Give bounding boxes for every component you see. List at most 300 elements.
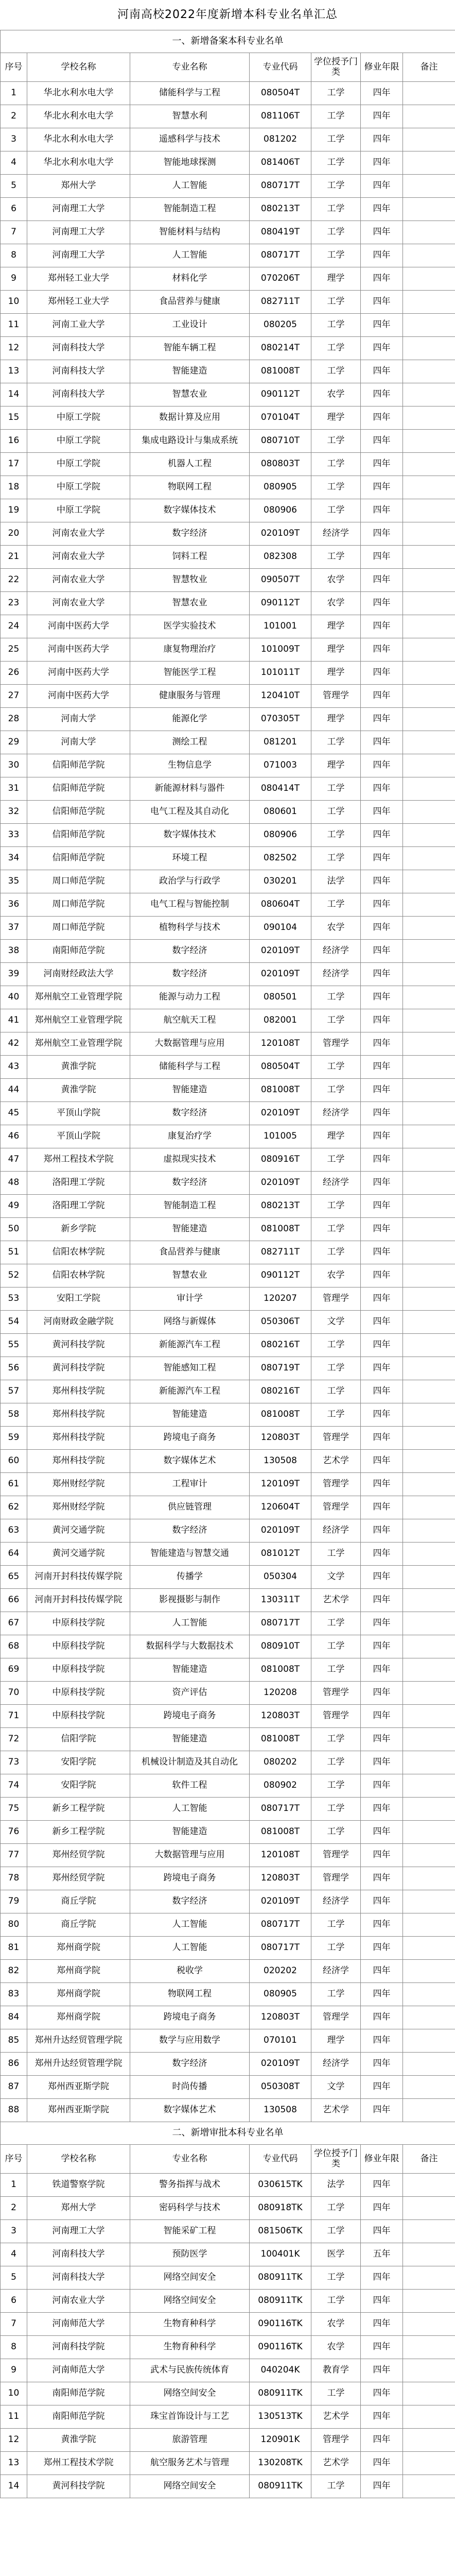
cell-school: 周口师范学院 — [27, 893, 130, 917]
cell-school: 华北水利水电大学 — [27, 105, 130, 128]
cell-major: 生物育种科学 — [130, 2336, 250, 2359]
cell-major: 新能源汽车工程 — [130, 1334, 250, 1357]
cell-major: 数字经济 — [130, 1519, 250, 1543]
cell-degree: 工学 — [311, 1543, 361, 1566]
cell-note — [403, 870, 455, 893]
cell-major: 能源化学 — [130, 708, 250, 731]
cell-school: 信阳学院 — [27, 1728, 130, 1751]
cell-school: 新乡工程学院 — [27, 1821, 130, 1844]
cell-degree: 管理学 — [311, 1473, 361, 1496]
cell-seq: 73 — [1, 1751, 27, 1774]
cell-major: 资产评估 — [130, 1682, 250, 1705]
cell-major: 智能建造 — [130, 1079, 250, 1102]
cell-major: 智能建造 — [130, 1218, 250, 1241]
table-row — [1, 1983, 455, 2006]
cell-years: 四年 — [361, 1705, 403, 1728]
cell-major: 储能科学与工程 — [130, 82, 250, 105]
cell-major: 政治学与行政学 — [130, 870, 250, 893]
cell-note — [403, 777, 455, 801]
cell-seq: 68 — [1, 1635, 27, 1658]
cell-seq: 26 — [1, 662, 27, 685]
cell-years: 四年 — [361, 546, 403, 569]
cell-code: 020109T — [250, 1172, 311, 1195]
cell-degree: 工学 — [311, 2220, 361, 2243]
cell-note — [403, 2266, 455, 2290]
cell-seq: 33 — [1, 824, 27, 847]
cell-school: 华北水利水电大学 — [27, 128, 130, 151]
cell-note — [403, 662, 455, 685]
cell-note — [403, 1009, 455, 1032]
cell-degree: 工学 — [311, 151, 361, 175]
section-title: 二、新增审批本科专业名单 — [1, 2122, 455, 2145]
cell-note — [403, 1635, 455, 1658]
cell-seq: 54 — [1, 1311, 27, 1334]
cell-note — [403, 2382, 455, 2405]
cell-seq: 28 — [1, 708, 27, 731]
cell-major: 智慧牧业 — [130, 569, 250, 592]
table-row — [1, 777, 455, 801]
cell-note — [403, 314, 455, 337]
cell-degree: 管理学 — [311, 1682, 361, 1705]
cell-code: 080717T — [250, 1937, 311, 1960]
cell-years: 四年 — [361, 1473, 403, 1496]
cell-major: 智慧农业 — [130, 592, 250, 615]
cell-note — [403, 383, 455, 406]
cell-major: 智能材料与结构 — [130, 221, 250, 244]
table-row — [1, 1937, 455, 1960]
header-cell-note: 备注 — [403, 2145, 455, 2174]
cell-note — [403, 1287, 455, 1311]
table-row — [1, 1264, 455, 1287]
cell-years: 四年 — [361, 1195, 403, 1218]
cell-code: 081506TK — [250, 2220, 311, 2243]
cell-code: 080601 — [250, 801, 311, 824]
cell-code: 020109T — [250, 1890, 311, 1913]
cell-code: 080906 — [250, 499, 311, 522]
cell-seq: 43 — [1, 1056, 27, 1079]
cell-school: 河南农业大学 — [27, 2290, 130, 2313]
cell-school: 郑州航空工业管理学院 — [27, 1032, 130, 1056]
cell-seq: 59 — [1, 1427, 27, 1450]
cell-note — [403, 1751, 455, 1774]
cell-seq: 42 — [1, 1032, 27, 1056]
cell-years: 四年 — [361, 824, 403, 847]
cell-code: 081008T — [250, 1218, 311, 1241]
cell-note — [403, 2405, 455, 2429]
cell-degree: 工学 — [311, 2290, 361, 2313]
table-row — [1, 2313, 455, 2336]
cell-note — [403, 1983, 455, 2006]
cell-major: 税收学 — [130, 1960, 250, 1983]
cell-degree: 经济学 — [311, 1960, 361, 1983]
cell-seq: 87 — [1, 2076, 27, 2099]
cell-major: 智能制造工程 — [130, 198, 250, 221]
cell-note — [403, 2429, 455, 2452]
cell-note — [403, 638, 455, 662]
cell-note — [403, 406, 455, 430]
table-row — [1, 360, 455, 383]
table-row — [1, 1960, 455, 1983]
cell-degree: 管理学 — [311, 1427, 361, 1450]
cell-school: 安阳学院 — [27, 1774, 130, 1798]
cell-degree: 艺术学 — [311, 2405, 361, 2429]
cell-degree: 教育学 — [311, 2359, 361, 2382]
cell-school: 河南工业大学 — [27, 314, 130, 337]
cell-seq: 37 — [1, 917, 27, 940]
cell-years: 四年 — [361, 1380, 403, 1403]
table-row — [1, 754, 455, 777]
cell-major: 网络空间安全 — [130, 2290, 250, 2313]
cell-major: 跨境电子商务 — [130, 2006, 250, 2029]
cell-seq: 9 — [1, 2359, 27, 2382]
cell-code: 120803T — [250, 1705, 311, 1728]
cell-code: 130208TK — [250, 2452, 311, 2475]
cell-note — [403, 546, 455, 569]
cell-major: 智慧水利 — [130, 105, 250, 128]
cell-note — [403, 1334, 455, 1357]
cell-code: 130508 — [250, 1450, 311, 1473]
cell-major: 数字经济 — [130, 522, 250, 546]
cell-code: 082711T — [250, 291, 311, 314]
cell-note — [403, 198, 455, 221]
cell-note — [403, 569, 455, 592]
cell-seq: 14 — [1, 383, 27, 406]
cell-school: 河南大学 — [27, 731, 130, 754]
cell-school: 郑州科技学院 — [27, 1380, 130, 1403]
cell-note — [403, 2220, 455, 2243]
table-row — [1, 2336, 455, 2359]
cell-code: 120108T — [250, 1844, 311, 1867]
cell-school: 河南科技大学 — [27, 383, 130, 406]
cell-degree: 理学 — [311, 406, 361, 430]
cell-code: 081008T — [250, 1403, 311, 1427]
cell-degree: 工学 — [311, 1798, 361, 1821]
cell-note — [403, 592, 455, 615]
cell-note — [403, 1357, 455, 1380]
cell-degree: 医学 — [311, 2243, 361, 2266]
cell-major: 智能采矿工程 — [130, 2220, 250, 2243]
cell-note — [403, 1728, 455, 1751]
cell-seq: 7 — [1, 221, 27, 244]
table-row — [1, 1658, 455, 1682]
cell-school: 河南中医药大学 — [27, 638, 130, 662]
cell-degree: 工学 — [311, 2475, 361, 2498]
cell-major: 智慧农业 — [130, 383, 250, 406]
cell-degree: 工学 — [311, 360, 361, 383]
cell-years: 四年 — [361, 893, 403, 917]
table-row — [1, 430, 455, 453]
cell-major: 人工智能 — [130, 175, 250, 198]
cell-degree: 农学 — [311, 592, 361, 615]
cell-code: 090112T — [250, 1264, 311, 1287]
cell-years: 四年 — [361, 638, 403, 662]
table-row — [1, 847, 455, 870]
cell-note — [403, 175, 455, 198]
cell-degree: 理学 — [311, 267, 361, 291]
table-row — [1, 2053, 455, 2076]
cell-years: 四年 — [361, 1867, 403, 1890]
cell-note — [403, 2290, 455, 2313]
cell-seq: 21 — [1, 546, 27, 569]
cell-degree: 管理学 — [311, 1867, 361, 1890]
table-row — [1, 453, 455, 476]
cell-note — [403, 453, 455, 476]
cell-years: 四年 — [361, 1589, 403, 1612]
cell-major: 健康服务与管理 — [130, 685, 250, 708]
table-row — [1, 383, 455, 406]
cell-code: 081008T — [250, 1821, 311, 1844]
cell-school: 黄河交通学院 — [27, 1543, 130, 1566]
cell-school: 河南农业大学 — [27, 569, 130, 592]
table-row — [1, 1566, 455, 1589]
cell-note — [403, 1798, 455, 1821]
cell-school: 河南开封科技传媒学院 — [27, 1566, 130, 1589]
cell-years: 四年 — [361, 754, 403, 777]
cell-school: 中原科技学院 — [27, 1682, 130, 1705]
table-row — [1, 940, 455, 963]
cell-seq: 51 — [1, 1241, 27, 1264]
cell-degree: 工学 — [311, 824, 361, 847]
cell-years: 四年 — [361, 1172, 403, 1195]
table-row — [1, 1148, 455, 1172]
cell-note — [403, 1056, 455, 1079]
cell-school: 河南农业大学 — [27, 592, 130, 615]
cell-note — [403, 2076, 455, 2099]
cell-seq: 12 — [1, 337, 27, 360]
cell-note — [403, 2313, 455, 2336]
cell-code: 120803T — [250, 1427, 311, 1450]
cell-note — [403, 2006, 455, 2029]
cell-years: 四年 — [361, 2429, 403, 2452]
cell-seq: 85 — [1, 2029, 27, 2053]
table-row — [1, 801, 455, 824]
cell-degree: 工学 — [311, 2266, 361, 2290]
cell-years: 四年 — [361, 2266, 403, 2290]
table-row — [1, 870, 455, 893]
table-row — [1, 2405, 455, 2429]
cell-code: 080911TK — [250, 2382, 311, 2405]
cell-school: 郑州科技学院 — [27, 1450, 130, 1473]
header-cell-degree: 学位授予门类 — [311, 53, 361, 82]
cell-major: 智能建造与智慧交通 — [130, 1543, 250, 1566]
cell-school: 中原科技学院 — [27, 1612, 130, 1635]
cell-years: 四年 — [361, 963, 403, 986]
cell-years: 四年 — [361, 2382, 403, 2405]
cell-years: 四年 — [361, 2197, 403, 2220]
cell-major: 智能建造 — [130, 1728, 250, 1751]
cell-school: 郑州航空工业管理学院 — [27, 986, 130, 1009]
cell-note — [403, 2359, 455, 2382]
cell-years: 四年 — [361, 801, 403, 824]
cell-major: 工业设计 — [130, 314, 250, 337]
cell-degree: 管理学 — [311, 1287, 361, 1311]
cell-major: 数字经济 — [130, 1102, 250, 1125]
cell-code: 082308 — [250, 546, 311, 569]
cell-years: 四年 — [361, 2313, 403, 2336]
cell-degree: 管理学 — [311, 2429, 361, 2452]
cell-years: 四年 — [361, 499, 403, 522]
cell-major: 能源与动力工程 — [130, 986, 250, 1009]
cell-code: 080501 — [250, 986, 311, 1009]
cell-note — [403, 267, 455, 291]
cell-major: 数学与应用数学 — [130, 2029, 250, 2053]
cell-major: 网络空间安全 — [130, 2475, 250, 2498]
cell-years: 四年 — [361, 82, 403, 105]
cell-code: 081012T — [250, 1543, 311, 1566]
table-row — [1, 1056, 455, 1079]
cell-school: 河南师范大学 — [27, 2359, 130, 2382]
cell-code: 120604T — [250, 1496, 311, 1519]
cell-note — [403, 1913, 455, 1937]
cell-code: 080604T — [250, 893, 311, 917]
cell-code: 020109T — [250, 1102, 311, 1125]
cell-code: 080717T — [250, 1612, 311, 1635]
cell-school: 中原科技学院 — [27, 1658, 130, 1682]
cell-seq: 50 — [1, 1218, 27, 1241]
cell-years: 四年 — [361, 1287, 403, 1311]
cell-note — [403, 1543, 455, 1566]
cell-degree: 农学 — [311, 1264, 361, 1287]
cell-major: 智慧农业 — [130, 1264, 250, 1287]
cell-code: 081008T — [250, 1728, 311, 1751]
cell-years: 四年 — [361, 731, 403, 754]
cell-seq: 3 — [1, 128, 27, 151]
cell-note — [403, 522, 455, 546]
section-title-row — [1, 30, 455, 53]
table-row — [1, 2243, 455, 2266]
cell-degree: 工学 — [311, 499, 361, 522]
cell-seq: 77 — [1, 1844, 27, 1867]
cell-code: 080202 — [250, 1751, 311, 1774]
table-row — [1, 569, 455, 592]
table-row — [1, 2475, 455, 2498]
cell-note — [403, 1612, 455, 1635]
cell-years: 四年 — [361, 105, 403, 128]
cell-note — [403, 1519, 455, 1543]
table-row — [1, 1705, 455, 1728]
cell-major: 医学实验技术 — [130, 615, 250, 638]
cell-note — [403, 940, 455, 963]
cell-seq: 3 — [1, 2220, 27, 2243]
table-row — [1, 1913, 455, 1937]
cell-years: 四年 — [361, 1218, 403, 1241]
cell-degree: 工学 — [311, 198, 361, 221]
cell-code: 030201 — [250, 870, 311, 893]
cell-years: 四年 — [361, 1913, 403, 1937]
cell-school: 河南开封科技传媒学院 — [27, 1589, 130, 1612]
cell-major: 软件工程 — [130, 1774, 250, 1798]
cell-seq: 9 — [1, 267, 27, 291]
header-row — [1, 2145, 455, 2174]
cell-code: 090112T — [250, 592, 311, 615]
cell-school: 河南师范大学 — [27, 2313, 130, 2336]
cell-code: 080213T — [250, 1195, 311, 1218]
cell-note — [403, 1172, 455, 1195]
cell-school: 河南理工大学 — [27, 221, 130, 244]
cell-degree: 理学 — [311, 662, 361, 685]
cell-degree: 法学 — [311, 870, 361, 893]
cell-school: 南阳师范学院 — [27, 2382, 130, 2405]
table-row — [1, 963, 455, 986]
cell-degree: 工学 — [311, 1357, 361, 1380]
cell-major: 新能源材料与器件 — [130, 777, 250, 801]
cell-note — [403, 1589, 455, 1612]
cell-seq: 53 — [1, 1287, 27, 1311]
table-row — [1, 708, 455, 731]
cell-school: 商丘学院 — [27, 1913, 130, 1937]
cell-note — [403, 893, 455, 917]
cell-years: 四年 — [361, 1241, 403, 1264]
cell-seq: 60 — [1, 1450, 27, 1473]
cell-degree: 理学 — [311, 754, 361, 777]
cell-note — [403, 2475, 455, 2498]
cell-code: 070305T — [250, 708, 311, 731]
cell-years: 四年 — [361, 917, 403, 940]
cell-note — [403, 1450, 455, 1473]
cell-school: 中原工学院 — [27, 430, 130, 453]
cell-degree: 工学 — [311, 1218, 361, 1241]
cell-degree: 工学 — [311, 1937, 361, 1960]
cell-school: 河南中医药大学 — [27, 662, 130, 685]
cell-school: 河南理工大学 — [27, 2220, 130, 2243]
cell-seq: 71 — [1, 1705, 27, 1728]
cell-seq: 1 — [1, 2174, 27, 2197]
cell-major: 网络空间安全 — [130, 2382, 250, 2405]
cell-note — [403, 963, 455, 986]
cell-seq: 84 — [1, 2006, 27, 2029]
cell-degree: 工学 — [311, 1635, 361, 1658]
cell-code: 080213T — [250, 198, 311, 221]
cell-code: 080719T — [250, 1357, 311, 1380]
cell-years: 四年 — [361, 870, 403, 893]
cell-major: 食品营养与健康 — [130, 1241, 250, 1264]
cell-degree: 管理学 — [311, 685, 361, 708]
cell-code: 130513TK — [250, 2405, 311, 2429]
cell-school: 河南科技学院 — [27, 2336, 130, 2359]
section-title-row — [1, 2122, 455, 2145]
table-row — [1, 2099, 455, 2122]
cell-school: 郑州工程技术学院 — [27, 1148, 130, 1172]
cell-seq: 86 — [1, 2053, 27, 2076]
cell-major: 审计学 — [130, 1287, 250, 1311]
cell-note — [403, 82, 455, 105]
table-row — [1, 2174, 455, 2197]
table-row — [1, 546, 455, 569]
cell-years: 四年 — [361, 406, 403, 430]
document-title: 河南高校2022年度新增本科专业名单汇总 — [117, 8, 338, 21]
cell-major: 数字媒体技术 — [130, 499, 250, 522]
table-row — [1, 1867, 455, 1890]
cell-seq: 61 — [1, 1473, 27, 1496]
cell-major: 环境工程 — [130, 847, 250, 870]
cell-major: 密码科学与技术 — [130, 2197, 250, 2220]
cell-degree: 工学 — [311, 731, 361, 754]
cell-code: 080504T — [250, 1056, 311, 1079]
cell-seq: 39 — [1, 963, 27, 986]
cell-school: 河南科技大学 — [27, 2243, 130, 2266]
cell-code: 080414T — [250, 777, 311, 801]
cell-years: 四年 — [361, 267, 403, 291]
cell-school: 洛阳理工学院 — [27, 1195, 130, 1218]
table-row — [1, 1589, 455, 1612]
cell-school: 南阳师范学院 — [27, 2405, 130, 2429]
cell-school: 郑州经贸学院 — [27, 1867, 130, 1890]
cell-major: 网络与新媒体 — [130, 1311, 250, 1334]
cell-degree: 工学 — [311, 453, 361, 476]
table-row — [1, 522, 455, 546]
cell-school: 郑州财经学院 — [27, 1496, 130, 1519]
cell-seq: 5 — [1, 2266, 27, 2290]
